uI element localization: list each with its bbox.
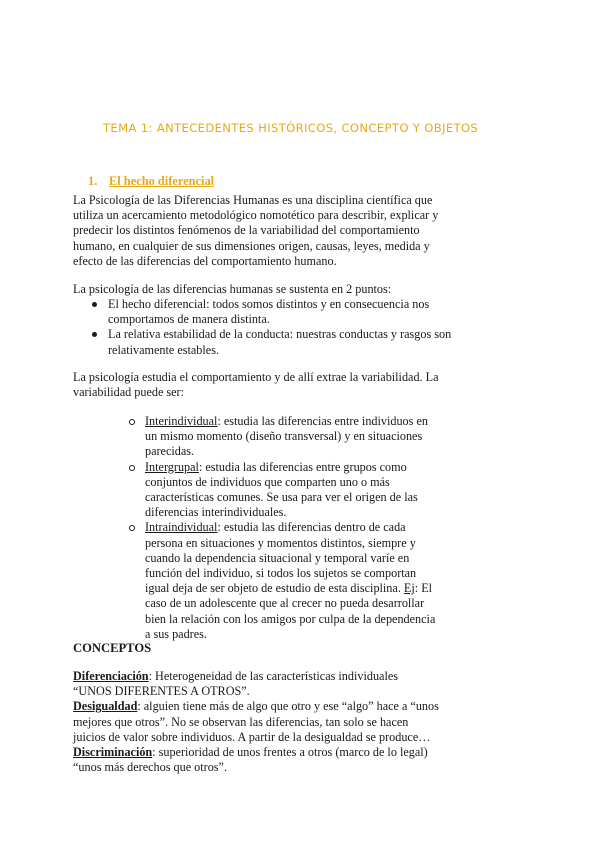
text-line: predecir los distintos fenómenos de la variabilidad del comportamiento bbox=[73, 223, 420, 238]
text-line: relativamente estables. bbox=[108, 342, 219, 357]
text-line: comportamos de manera distinta. bbox=[108, 312, 270, 327]
definition-text: : alguien tiene más de algo que otro y ese “algo” hace a “unos bbox=[137, 699, 439, 714]
concepts-definitions bbox=[73, 669, 439, 775]
intro-paragraph bbox=[73, 193, 438, 269]
bullet-icon bbox=[92, 302, 97, 307]
term-diferenciacion: Diferenciación bbox=[73, 669, 149, 683]
term-intergrupal: Intergrupal bbox=[145, 459, 199, 474]
text-line: bien la relación con los amigos por culpa de la dependencia bbox=[145, 611, 436, 626]
section-heading bbox=[88, 174, 214, 189]
text-line: utiliza un acercamiento metodológico nomotético para describir, explicar y bbox=[73, 208, 439, 223]
list-item bbox=[73, 297, 451, 327]
text-line: características comunes. Se usa para ver el origen de las bbox=[145, 490, 418, 505]
text-line: efecto de las diferencias del comportamiento humano. bbox=[73, 253, 337, 268]
text-line: cuando la dependencia situacional y temporal varíe en bbox=[145, 550, 410, 565]
text-line: un mismo momento (diseño transversal) y en situaciones bbox=[145, 429, 423, 444]
definition-text: : Heterogeneidad de las características individuales bbox=[148, 669, 398, 683]
text-line: diferencias interindividuales. bbox=[145, 505, 287, 520]
text-line bbox=[145, 520, 435, 535]
text-span: igual deja de ser objeto de estudio de esta disciplina. bbox=[145, 581, 401, 596]
variability-paragraph bbox=[73, 370, 439, 400]
circle-bullet-icon bbox=[129, 419, 135, 425]
list-item bbox=[73, 327, 451, 357]
term-discriminacion: Discriminación bbox=[73, 745, 153, 760]
text-line: persona en situaciones y momentos distintos, siempre y bbox=[145, 535, 416, 550]
text-line bbox=[73, 699, 439, 714]
text-line: La psicología estudia el comportamiento y de allí extrae la variabilidad. La bbox=[73, 370, 439, 384]
term-description: : estudia las diferencias entre individuos en bbox=[217, 414, 428, 428]
page-title: TEMA 1: ANTECEDENTES HISTÓRICOS, CONCEPTO Y OBJETOS bbox=[103, 121, 479, 135]
text-line: a sus padres. bbox=[145, 626, 207, 641]
text-line: humano, en cualquier de sus dimensiones origen, causas, leyes, medida y bbox=[73, 238, 430, 253]
points-list bbox=[73, 297, 451, 358]
section-title: El hecho diferencial bbox=[109, 174, 215, 188]
text-line: parecidas. bbox=[145, 444, 195, 459]
variability-list bbox=[127, 414, 435, 642]
term-interindividual: Interindividual bbox=[145, 414, 218, 428]
text-line: La psicología de las diferencias humanas se sustenta en 2 puntos: bbox=[73, 282, 392, 296]
circle-bullet-icon bbox=[129, 525, 135, 531]
term-description: : estudia las diferencias dentro de cada bbox=[217, 520, 406, 535]
text-line: La Psicología de las Diferencias Humanas es una disciplina científica que bbox=[73, 193, 433, 207]
text-line: función del individuo, si todos los sujetos se comportan bbox=[145, 566, 417, 581]
list-item bbox=[127, 414, 435, 460]
list-item bbox=[127, 460, 435, 521]
text-line: El hecho diferencial: todos somos distintos y en consecuencia nos bbox=[108, 297, 430, 311]
text-line bbox=[145, 460, 435, 475]
term-description: : estudia las diferencias entre grupos como bbox=[198, 459, 407, 474]
text-line: “unos más derechos que otros”. bbox=[73, 760, 227, 775]
bullet-icon bbox=[92, 332, 97, 337]
text-line: mejores que otros”. No se observan las diferencias, tan solo se hacen bbox=[73, 714, 409, 729]
text-line bbox=[73, 669, 439, 684]
text-line: conjuntos de individuos que comparten uno o más bbox=[145, 474, 390, 489]
text-span: : El bbox=[414, 581, 433, 596]
text-line: variabilidad puede ser: bbox=[73, 385, 184, 400]
text-line bbox=[73, 745, 439, 760]
example-label: Ej bbox=[403, 581, 415, 596]
circle-bullet-icon bbox=[129, 465, 135, 471]
points-intro bbox=[73, 282, 391, 297]
term-desigualdad: Desigualdad bbox=[73, 699, 138, 714]
text-line bbox=[145, 581, 435, 596]
text-line: juicios de valor sobre individuos. A partir de la desigualdad se produce… bbox=[73, 729, 431, 744]
list-item bbox=[127, 520, 435, 642]
text-line: “UNOS DIFERENTES A OTROS”. bbox=[73, 684, 250, 699]
concepts-heading: CONCEPTOS bbox=[73, 641, 152, 655]
text-line: caso de un adolescente que al crecer no pueda desarrollar bbox=[145, 596, 425, 611]
text-line bbox=[145, 414, 435, 429]
section-number: 1. bbox=[88, 174, 98, 188]
text-line: La relativa estabilidad de la conducta: nuestras conductas y rasgos son bbox=[108, 327, 452, 342]
term-intraindividual: Intraindividual bbox=[145, 520, 218, 535]
definition-text: : superioridad de unos frentes a otros (marco de lo legal) bbox=[152, 745, 428, 760]
